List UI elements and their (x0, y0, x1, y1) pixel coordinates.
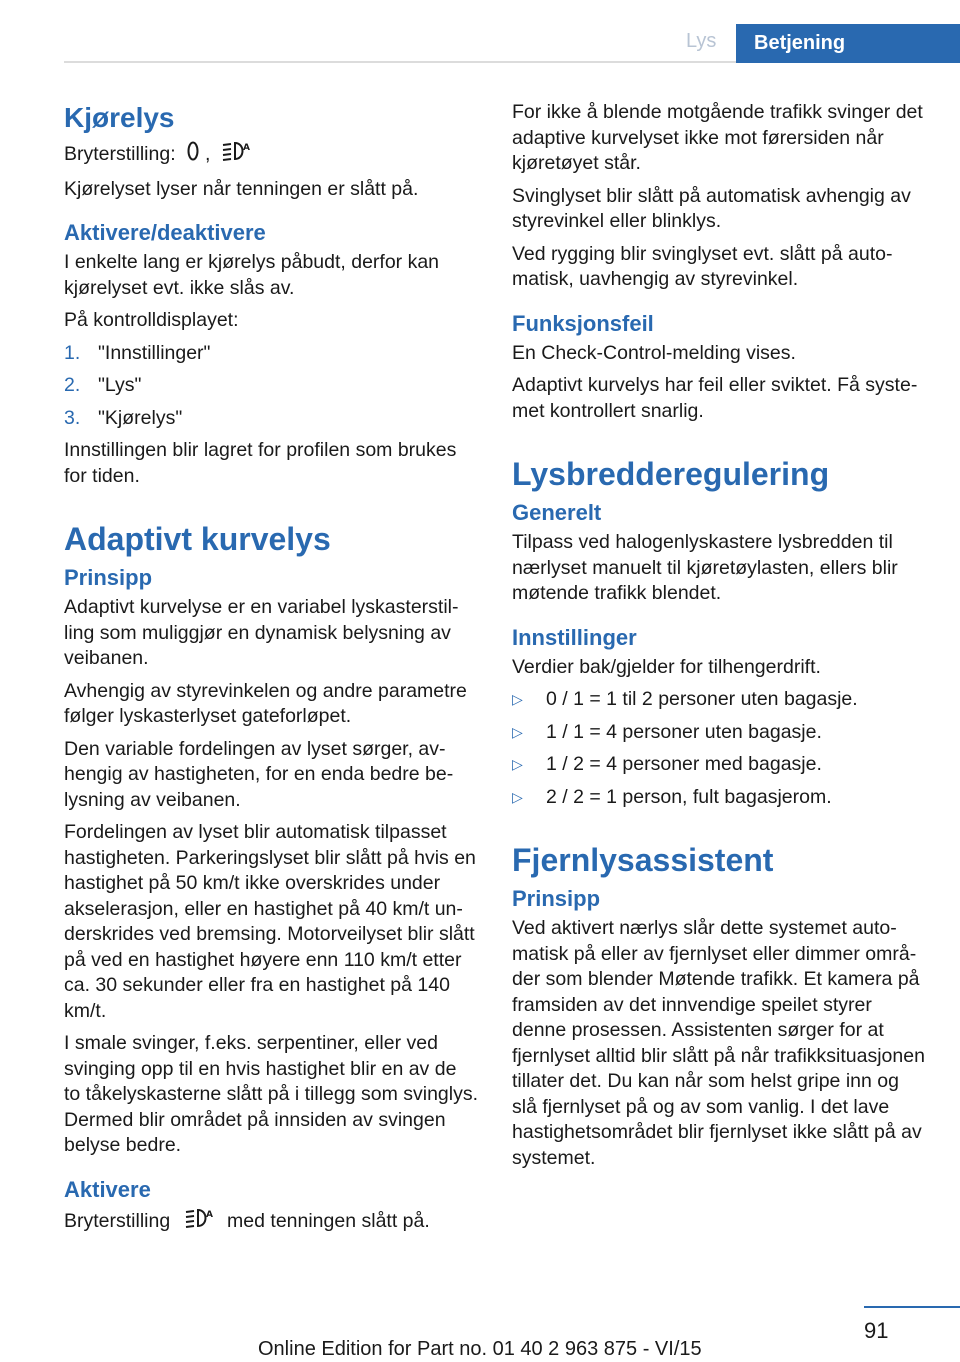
step-text: "Innstillinger" (98, 341, 211, 364)
steps-list (64, 341, 478, 432)
paragraph: Svinglyset blir slått på automatisk avhengig av styrevinkel eller blinklys. (512, 184, 911, 232)
paragraph: Innstillingen blir lagret for profilen som brukes for tiden. (64, 439, 457, 487)
footer-rule (864, 1306, 960, 1308)
header-chapter-tab: Betjening (736, 24, 960, 63)
bullet-icon: ▷ (512, 756, 523, 772)
step-text: "Lys" (98, 374, 142, 396)
switch-label: Bryterstilling: (64, 142, 176, 165)
bullet-icon: ▷ (512, 788, 523, 805)
bullet-icon: ▷ (512, 723, 523, 740)
paragraph: På kontrolldisplayet: (64, 309, 239, 331)
paragraph: Fordelingen av lyset blir automatisk tilpasset hastigheten. Parkeringslyset blir slått på hvis en hastighet på 50 km/t ikke overskrides under akselerasjon, eller en hastighet på 40 km/t underskrides ved bremsing. Motorveilyset blir slått på ved en hastighet høyere enn 110 km/t etter ca. 30 sekunder eller fra en hastighet på 140 km/t. (64, 821, 476, 1022)
heading-fjernlysassistent: Fjernlysassistent (512, 842, 774, 878)
paragraph: Avhengig av styrevinkelen og andre parametre følger lyskasterlyset gateforløpet. (64, 679, 467, 727)
list-item (512, 752, 926, 778)
paragraph: Verdier bak/gjelder for tilhengerdrift. (512, 655, 821, 678)
paragraph: Adaptivt kurvelyse er en variabel lyskasterstilling som muliggjør en dynamisk belysning av veibanen. (64, 596, 459, 669)
left-column (64, 100, 478, 1243)
edition-line: Online Edition for Part no. 01 40 2 963 875 - VI/15 (258, 1338, 702, 1360)
svg-text:A: A (205, 1209, 213, 1220)
heading-aktivere-deaktivere: Aktivere/deaktivere (64, 220, 266, 245)
aktivere-pre-text: Bryterstilling (64, 1209, 171, 1232)
list-item-text: 0 / 1 = 1 til 2 personer uten bagasje. (546, 688, 858, 710)
step-number: 2. (64, 374, 81, 396)
settings-list (512, 687, 926, 810)
heading-prinsipp: Prinsipp (512, 886, 601, 911)
list-item (512, 687, 926, 713)
kjorelys-description: Kjørelyset lyser når tenningen er slått på. (64, 177, 419, 200)
heading-kjorelys: Kjørelys (64, 102, 175, 133)
heading-funksjonsfeil: Funksjonsfeil (512, 310, 654, 336)
heading-prinsipp: Prinsipp (64, 565, 153, 590)
list-item-text: 2 / 2 = 1 person, fult bagasjerom. (546, 785, 832, 808)
heading-adaptivt-kurvelys: Adaptivt kurvelys (64, 521, 331, 557)
paragraph: I smale svinger, f.eks. serpentiner, eller ved svinging opp til en hvis hastighet blir en av de to tåkelyskasterne slått på i tillegg som svinglys. Dermed blir området på innsiden av svingen belyse bedre. (64, 1032, 479, 1156)
list-item-text: 1 / 2 = 4 personer med bagasje. (546, 753, 822, 775)
aktivere-line (64, 1207, 478, 1237)
paragraph: Tilpass ved halogenlyskastere lysbredden til nærlyset manuelt til kjøretøylasten, ellers blir møtende trafikk blendet. (512, 531, 898, 604)
paragraph: Den variable fordelingen av lyset sørger, avhengig av hastigheten, for en enda bedre belysning av veibanen. (64, 737, 454, 811)
paragraph: En Check-Control-melding vises. (512, 341, 796, 364)
right-column (512, 100, 926, 1178)
list-item (64, 373, 478, 399)
paragraph: Adaptivt kurvelys har feil eller sviktet. Få systemet kontrollert snarlig. (512, 374, 918, 422)
paragraph: For ikke å blende motgående trafikk svinger det adaptive kurvelyset ikke mot førersiden når kjøretøyet står. (512, 101, 923, 174)
step-number: 3. (64, 406, 81, 429)
step-number: 1. (64, 341, 81, 364)
heading-innstillinger: Innstillinger (512, 624, 637, 650)
switch-position-line (64, 140, 478, 170)
svg-text:A: A (242, 143, 250, 153)
switch-separator: , (205, 142, 211, 165)
paragraph: Ved rygging blir svinglyset evt. slått på automatisk, uavhengig av styrevinkel. (512, 242, 893, 290)
list-item (64, 341, 478, 367)
header-section-label: Lys (686, 30, 717, 52)
list-item-text: 1 / 1 = 4 personer uten bagasje. (546, 720, 822, 743)
automatic-headlight-icon (221, 140, 251, 170)
page-number: 91 (864, 1318, 889, 1343)
heading-aktivere: Aktivere (64, 1176, 151, 1202)
heading-generelt: Generelt (512, 500, 602, 525)
list-item (512, 785, 926, 811)
paragraph: I enkelte lang er kjørelys påbudt, derfor kan kjørelyset evt. ikke slås av. (64, 251, 440, 299)
list-item (512, 720, 926, 746)
bullet-icon: ▷ (512, 691, 523, 707)
step-text: "Kjørelys" (98, 406, 183, 429)
paragraph: Ved aktivert nærlys slår dette systemet automatisk på eller av fjernlyset eller dimmer områder som blender Møtende trafikk. Et kamera på framsiden av det innvendige speilet styrer denne prosessen. Assistenten sørger for at fjernlyset alltid blir slått på når trafikksituasjonen tillater det. Du kan når som helst gripe inn og slå fjernlyset på og av som vanlig. I det lave hastighetsområdet blir fjernlyset ikke slått på av systemet. (512, 917, 925, 1169)
aktivere-post-text: med tenningen slått på. (227, 1209, 430, 1232)
automatic-headlight-icon (184, 1207, 214, 1237)
heading-lysbredderegulering: Lysbredderegulering (512, 456, 830, 492)
switch-off-icon (186, 140, 200, 170)
list-item (64, 406, 478, 432)
